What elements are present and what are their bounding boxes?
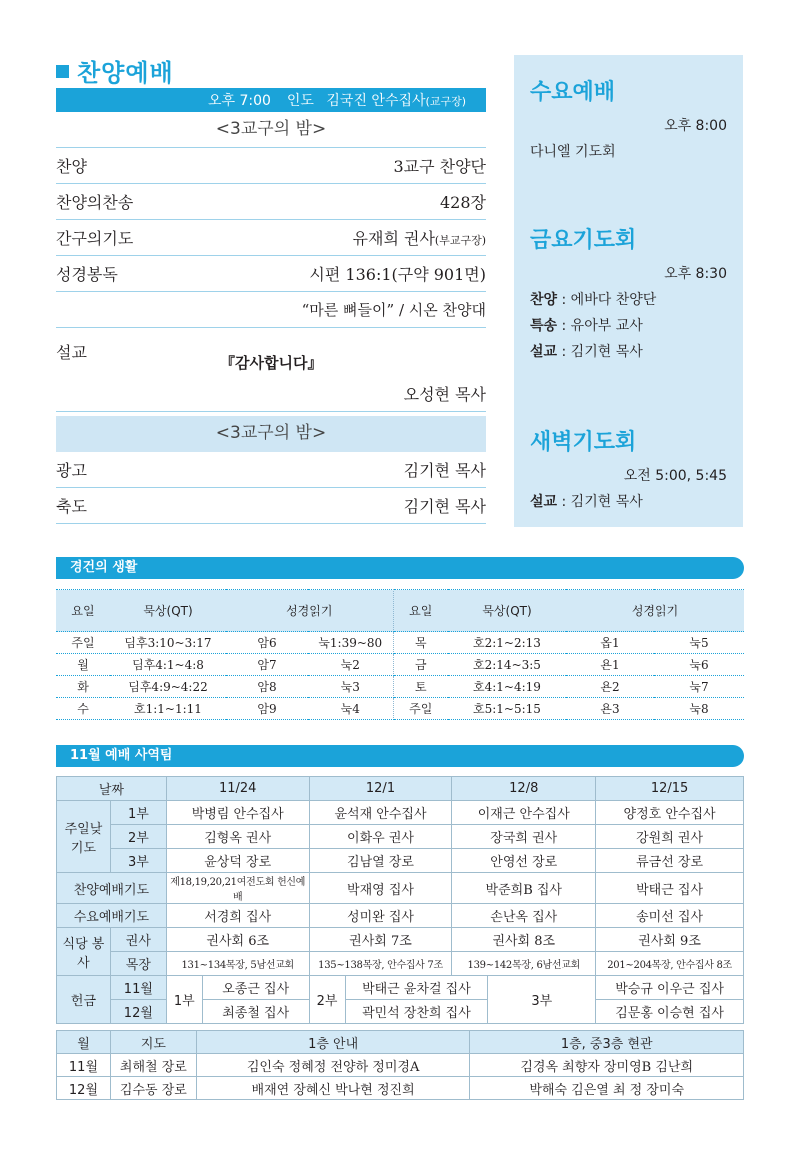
- role-label: 목장: [110, 952, 166, 976]
- floor1-names: 김인숙 정혜정 전양하 정미경A: [196, 1054, 470, 1077]
- order-row-hymn: [56, 184, 486, 220]
- square-bullet-icon: [56, 65, 69, 78]
- offering-label: 헌금: [57, 976, 111, 1024]
- name-cell: 김남열 장로: [309, 849, 452, 873]
- table-row: [56, 654, 744, 676]
- qt: 딤후4:1~4:8: [110, 654, 226, 676]
- floor1-names: 배재연 장혜신 박나현 정진희: [196, 1077, 470, 1100]
- bible-ot: 암9: [226, 698, 308, 720]
- header-guide: 지도: [110, 1031, 196, 1054]
- meal-label: 식당 봉사: [57, 928, 111, 976]
- dawn-sermon-text: : 김기현 목사: [557, 494, 643, 510]
- friday-special-text: : 유아부 교사: [557, 318, 643, 334]
- friday-special: [530, 315, 643, 335]
- date-col: 12/1: [309, 777, 452, 801]
- name-cell: 135~138목장, 안수집사 7조: [309, 952, 452, 976]
- guide-name: 김수동 장로: [110, 1077, 196, 1100]
- dawn-sermon-label: 설교: [530, 494, 558, 510]
- header-month: 월: [57, 1031, 111, 1054]
- name-cell: 이재근 안수집사: [452, 801, 596, 825]
- header-bible: 성경읽기: [226, 590, 393, 632]
- table-row: [56, 676, 744, 698]
- prayer-label: 주일낮 기도: [57, 801, 111, 873]
- order-label: 성경봉독: [56, 265, 118, 284]
- order-value: 3교구 찬양단: [393, 157, 486, 176]
- month-label: 11월: [110, 976, 166, 1000]
- guide-header-row: [57, 1031, 744, 1054]
- name-cell: 박승규 이우근 집사: [596, 976, 744, 1000]
- wednesday-title: 수요예배: [530, 80, 616, 105]
- order-row-special: [56, 292, 486, 328]
- wed-prayer-label: 수요예배기도: [57, 904, 167, 928]
- bible-ot: 암8: [226, 676, 308, 698]
- name-cell: 권사회 6조: [166, 928, 309, 952]
- qt: 호2:14~3:5: [448, 654, 566, 676]
- month-label: 12월: [110, 1000, 166, 1024]
- friday-special-label: 특송: [530, 318, 558, 334]
- month: 11월: [57, 1054, 111, 1077]
- name-cell: 송미선 집사: [596, 904, 744, 928]
- name-cell: 박태근 윤차걸 집사: [345, 976, 488, 1000]
- table-row: [57, 904, 744, 928]
- friday-title: 금요기도회: [530, 228, 637, 253]
- day: 화: [56, 676, 110, 698]
- name-cell: 양정호 안수집사: [596, 801, 744, 825]
- table-row: [57, 952, 744, 976]
- qt: 호2:1~2:13: [448, 632, 566, 654]
- name-cell: 성미완 집사: [309, 904, 452, 928]
- day: 토: [393, 676, 448, 698]
- wednesday-program: 다니엘 기도회: [530, 144, 616, 160]
- table-row: [56, 698, 744, 720]
- table-row: [57, 825, 744, 849]
- team-section-header: 11월 예배 사역팀: [56, 745, 744, 767]
- friday-praise: [530, 289, 656, 309]
- name-cell: 박재영 집사: [309, 873, 452, 904]
- dawn-title: 새벽기도회: [530, 430, 637, 455]
- order-value: 428장: [440, 193, 486, 212]
- qt: 딤후3:10~3:17: [110, 632, 226, 654]
- day: 월: [56, 654, 110, 676]
- order-row-announce: [56, 452, 486, 488]
- worship-subtitle: <3교구의 밤>: [56, 112, 486, 148]
- friday-praise-text: : 에바다 찬양단: [557, 292, 657, 308]
- day: 주일: [393, 698, 448, 720]
- order-value: 김기현 목사: [403, 497, 486, 516]
- bible-ot: 욘1: [566, 654, 654, 676]
- date-label: 날짜: [57, 777, 167, 801]
- name-cell: 안영선 장로: [452, 849, 596, 873]
- worship-time: 오후 7:00: [207, 93, 271, 109]
- bible-ot: 암7: [226, 654, 308, 676]
- name-cell: 201~204목장, 안수집사 8조: [596, 952, 744, 976]
- order-row-sermon: [56, 328, 486, 412]
- worship-leader-label: 인도: [286, 93, 314, 109]
- order-label: 간구의기도: [56, 229, 134, 248]
- name-cell: 박준희B 집사: [452, 873, 596, 904]
- day: 주일: [56, 632, 110, 654]
- header-day: 요일: [393, 590, 448, 632]
- order-value: [353, 226, 486, 249]
- order-row-benediction: [56, 488, 486, 524]
- part-label: 1부: [110, 801, 166, 825]
- table-row: [57, 1054, 744, 1077]
- part-label: 3부: [488, 976, 596, 1024]
- worship-leader-role: (교구장): [425, 95, 466, 108]
- order-value: 김기현 목사: [403, 461, 486, 480]
- bible-ot: 옵1: [566, 632, 654, 654]
- name-cell: 최종철 집사: [202, 1000, 309, 1024]
- part-label: 1부: [166, 976, 202, 1024]
- wednesday-time: 오후 8:00: [664, 118, 727, 134]
- friday-sermon: [530, 341, 643, 361]
- sermon-label: 설교: [56, 343, 87, 362]
- bible-ot: 욘3: [566, 698, 654, 720]
- table-row: [57, 801, 744, 825]
- friday-praise-label: 찬양: [530, 292, 558, 308]
- table-row: [57, 1000, 744, 1024]
- service-team-table: [56, 776, 744, 1024]
- date-col: 11/24: [166, 777, 309, 801]
- part-label: 2부: [110, 825, 166, 849]
- bible-ot: 암6: [226, 632, 308, 654]
- dawn-time: 오전 5:00, 5:45: [623, 468, 727, 484]
- day: 목: [393, 632, 448, 654]
- praise-worship-section: [56, 52, 486, 524]
- name-cell: 손난옥 집사: [452, 904, 596, 928]
- praise-worship-title: 찬양예배: [77, 58, 174, 87]
- qt: 호1:1~1:11: [110, 698, 226, 720]
- usher-guide-table: [56, 1030, 744, 1100]
- header-day: 요일: [56, 590, 110, 632]
- name-cell: 윤석재 안수집사: [309, 801, 452, 825]
- name-cell: 131~134목장, 5남선교회: [166, 952, 309, 976]
- team-header-row: [57, 777, 744, 801]
- table-row: [57, 976, 744, 1000]
- qt: 딤후4:9~4:22: [110, 676, 226, 698]
- dawn-sermon: [530, 491, 643, 511]
- bible-nt: 눅1:39~80: [308, 632, 393, 654]
- name-cell: 이화우 권사: [309, 825, 452, 849]
- part-label: 2부: [309, 976, 345, 1024]
- header-floor1: 1층 안내: [196, 1031, 470, 1054]
- qt: 호4:1~4:19: [448, 676, 566, 698]
- header-qt: 묵상(QT): [110, 590, 226, 632]
- bible-nt: 눅8: [654, 698, 744, 720]
- prayer-name: 유재희 권사: [352, 229, 435, 248]
- devotion-header-row: [56, 590, 744, 632]
- order-row-scripture: [56, 256, 486, 292]
- table-row: [56, 632, 744, 654]
- sermon-preacher: 오성현 목사: [403, 385, 486, 404]
- friday-sermon-text: : 김기현 목사: [557, 344, 643, 360]
- devotion-section-header: 경건의 생활: [56, 557, 744, 579]
- name-cell: 김형옥 권사: [166, 825, 309, 849]
- worship-info-bar: [56, 88, 486, 112]
- day: 수: [56, 698, 110, 720]
- entrance-names: 김경옥 최향자 장미영B 김난희: [470, 1054, 744, 1077]
- month: 12월: [57, 1077, 111, 1100]
- table-row: [57, 849, 744, 873]
- bible-nt: 눅3: [308, 676, 393, 698]
- table-row: [57, 873, 744, 904]
- name-cell: 권사회 8조: [452, 928, 596, 952]
- worship-leader-name: 김국진 안수집사: [326, 93, 426, 109]
- order-label: 찬양의찬송: [56, 193, 134, 212]
- role-label: 권사: [110, 928, 166, 952]
- other-services-box: [514, 55, 743, 527]
- date-col: 12/8: [452, 777, 596, 801]
- day: 금: [393, 654, 448, 676]
- part-label: 3부: [110, 849, 166, 873]
- devotion-table: [56, 589, 744, 720]
- name-cell: 곽민석 장찬희 집사: [345, 1000, 488, 1024]
- name-cell: 박병림 안수집사: [166, 801, 309, 825]
- name-cell: 윤상덕 장로: [166, 849, 309, 873]
- name-cell: 류금선 장로: [596, 849, 744, 873]
- header-bible: 성경읽기: [566, 590, 744, 632]
- worship-leader: [287, 90, 466, 110]
- entrance-names: 박해숙 김은열 최 정 장미숙: [470, 1077, 744, 1100]
- qt: 호5:1~5:15: [448, 698, 566, 720]
- special-song: “마른 뼈들이” / 시온 찬양대: [301, 301, 486, 319]
- prayer-role: (부교구장): [434, 234, 486, 247]
- header-entrance: 1층, 중3층 현관: [470, 1031, 744, 1054]
- name-cell: 권사회 7조: [309, 928, 452, 952]
- bible-nt: 눅2: [308, 654, 393, 676]
- table-row: [57, 928, 744, 952]
- praise-worship-header: [56, 52, 486, 88]
- praise-prayer-label: 찬양예배기도: [57, 873, 167, 904]
- table-row: [57, 1077, 744, 1100]
- name-cell: 오종근 집사: [202, 976, 309, 1000]
- order-label: 광고: [56, 461, 87, 480]
- friday-time: 오후 8:30: [664, 266, 727, 282]
- date-col: 12/15: [596, 777, 744, 801]
- name-cell: 139~142목장, 6남선교회: [452, 952, 596, 976]
- friday-sermon-label: 설교: [530, 344, 558, 360]
- order-label: 찬양: [56, 157, 87, 176]
- order-label: 축도: [56, 497, 87, 516]
- name-cell: 서경희 집사: [166, 904, 309, 928]
- guide-name: 최해철 장로: [110, 1054, 196, 1077]
- name-cell: 김문홍 이승현 집사: [596, 1000, 744, 1024]
- header-qt: 묵상(QT): [448, 590, 566, 632]
- bible-nt: 눅7: [654, 676, 744, 698]
- bible-nt: 눅5: [654, 632, 744, 654]
- order-row-praise: [56, 148, 486, 184]
- worship-subtitle-band: <3교구의 밤>: [56, 416, 486, 452]
- name-cell: 강원희 권사: [596, 825, 744, 849]
- bible-nt: 눅6: [654, 654, 744, 676]
- order-row-prayer: [56, 220, 486, 256]
- name-cell: 제18,19,20,21여전도회 헌신예배: [166, 873, 309, 904]
- order-value: 시편 136:1(구약 901면): [309, 265, 486, 284]
- name-cell: 권사회 9조: [596, 928, 744, 952]
- name-cell: 박태근 집사: [596, 873, 744, 904]
- bible-ot: 욘2: [566, 676, 654, 698]
- bible-nt: 눅4: [308, 698, 393, 720]
- sermon-title: 『감사합니다』: [220, 354, 323, 372]
- name-cell: 장국희 권사: [452, 825, 596, 849]
